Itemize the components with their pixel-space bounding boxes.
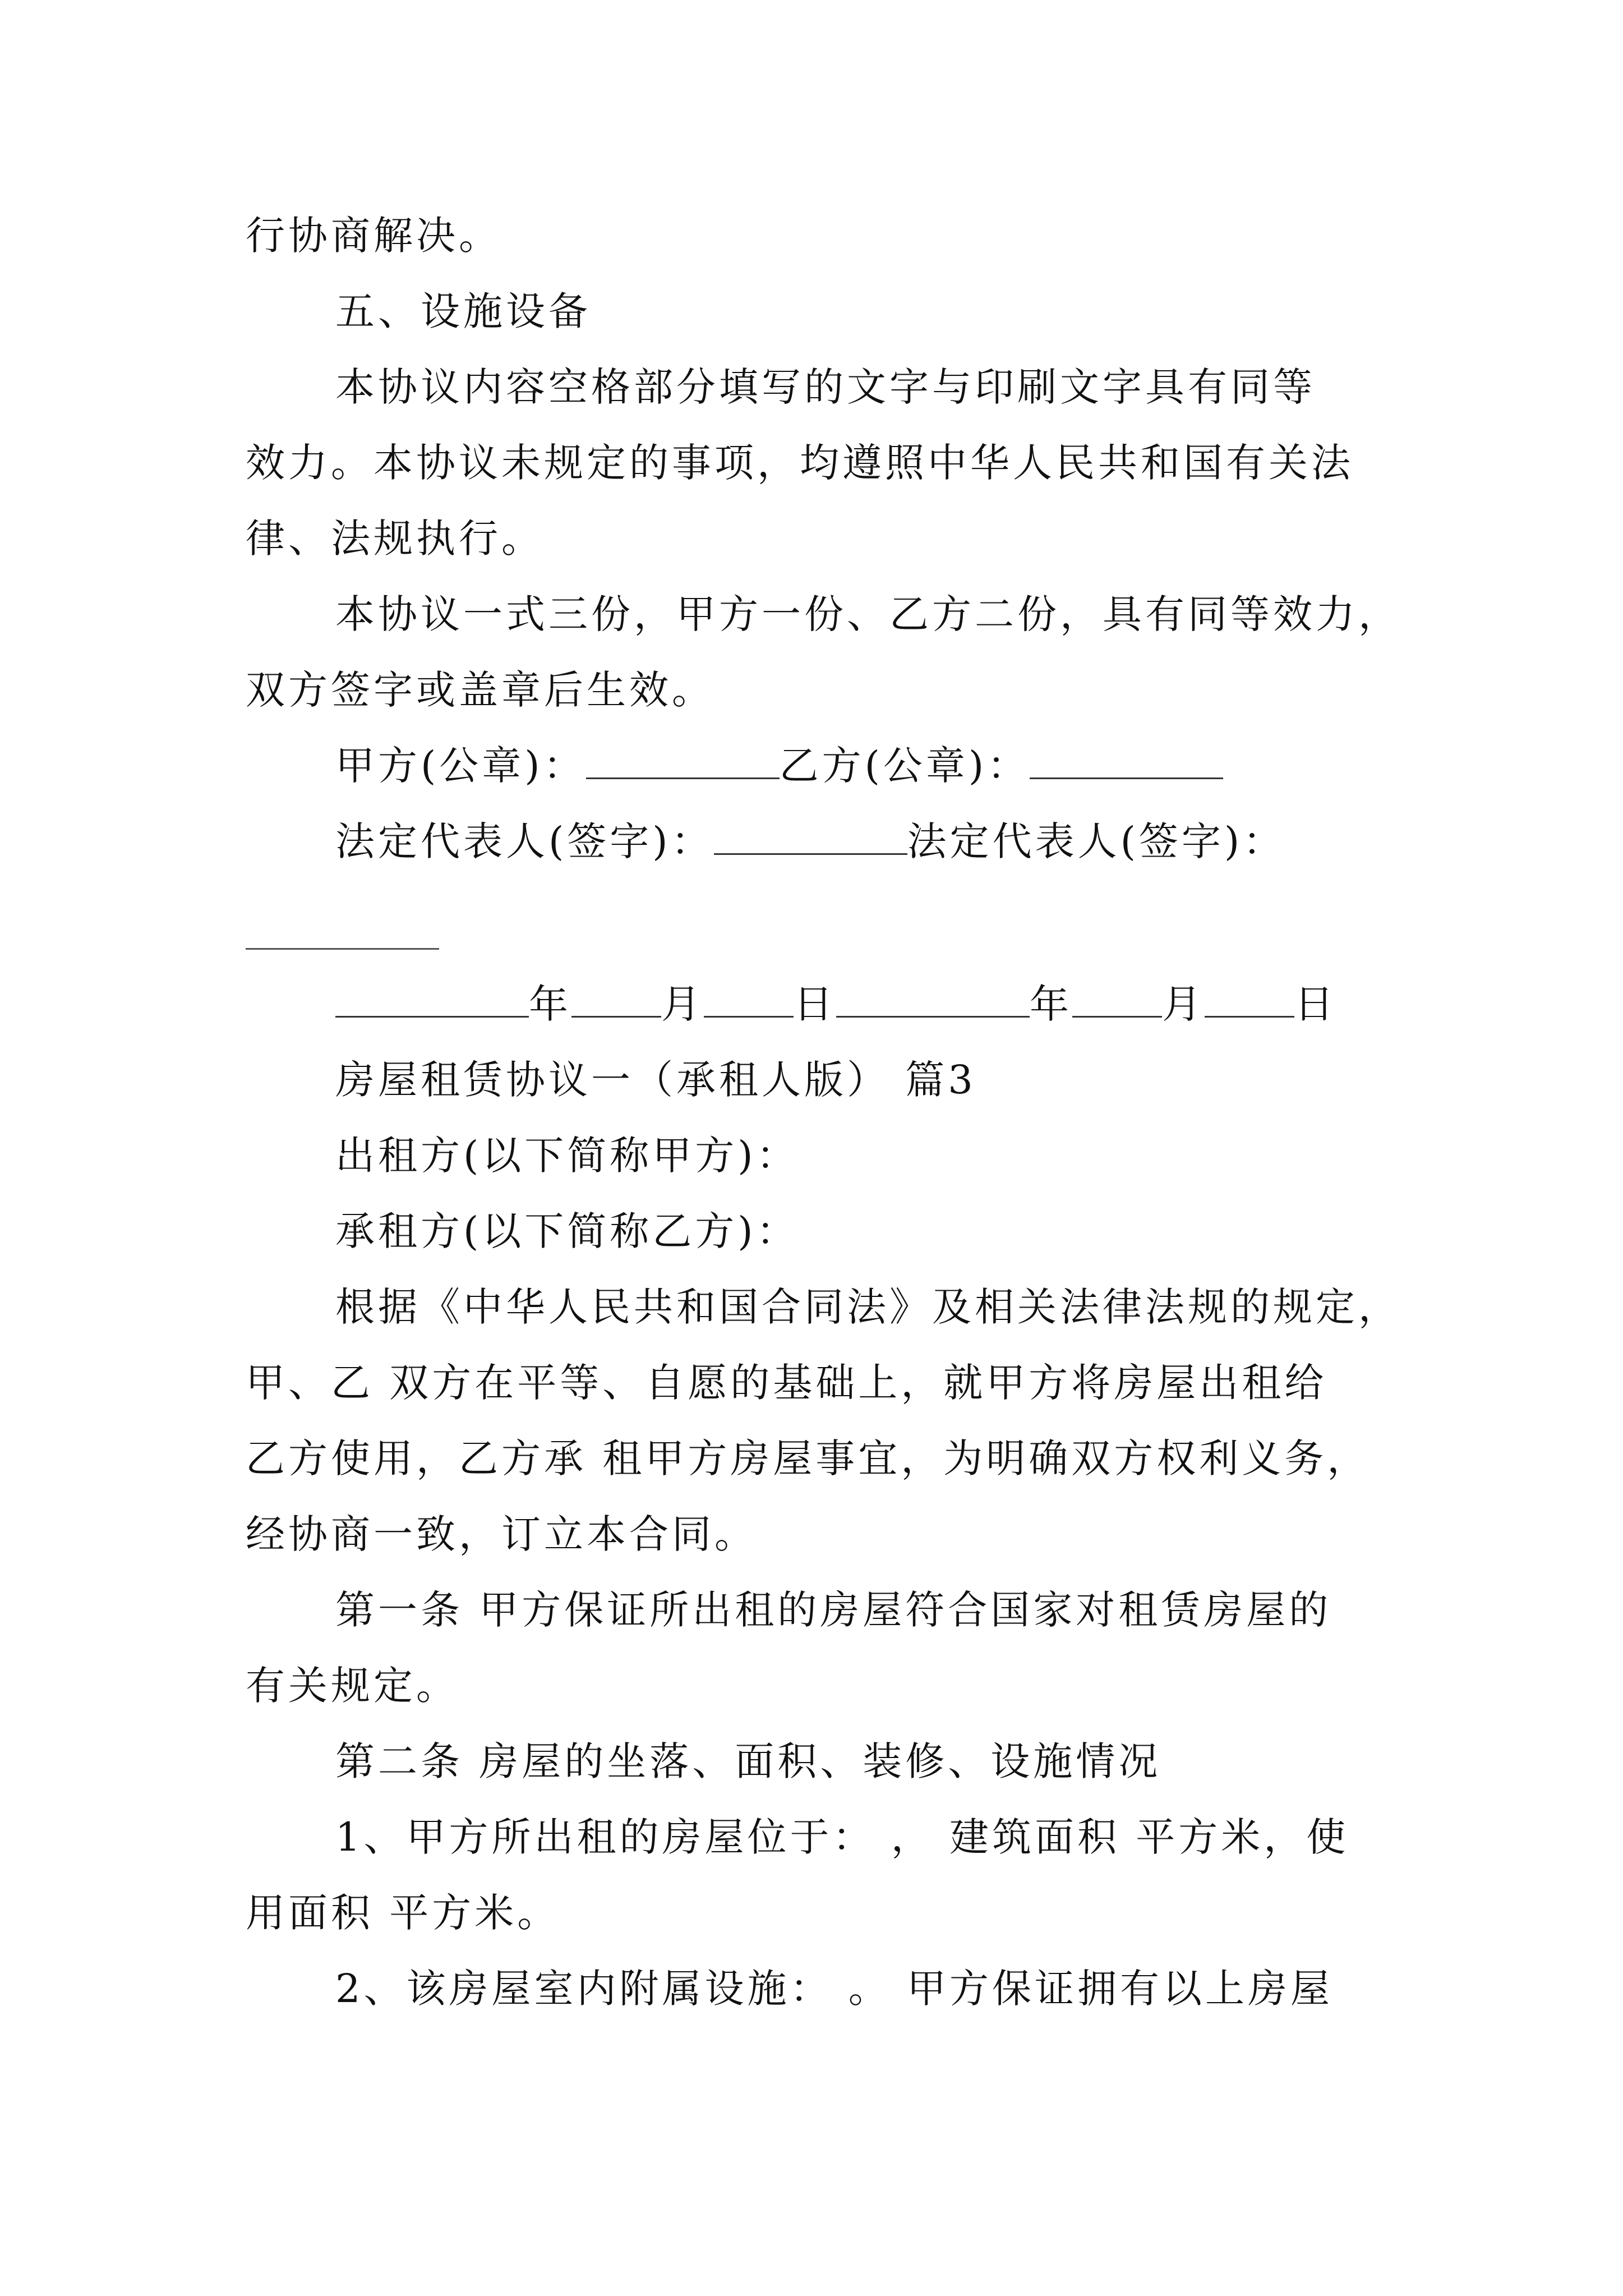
document-section-title: 房屋租赁协议一（承租人版） 篇3: [335, 1057, 976, 1103]
party-b-seal-label: 乙方(公章)：: [779, 743, 1030, 789]
date-b-year-blank: [836, 982, 1030, 1018]
paragraph-line: 双方签字或盖章后生效。: [246, 667, 714, 713]
date-b-year: 年: [1030, 981, 1072, 1027]
party-a-seal-blank: [586, 744, 780, 779]
representative-line: [335, 816, 1285, 867]
paragraph-line: 有关规定。: [246, 1663, 459, 1709]
article-line: 第二条 房屋的坐落、面积、装修、设施情况: [335, 1738, 1161, 1784]
paragraph-line: 根据《中华人民共和国合同法》及相关法律法规的规定，: [335, 1284, 1401, 1330]
paragraph-line: 效力。本协议未规定的事项，均遵照中华人民共和国有关法: [246, 440, 1354, 486]
date-a-year-blank: [335, 982, 529, 1018]
clause-line: 2、该房屋室内附属设施： 。 甲方保证拥有以上房屋: [335, 1966, 1334, 2012]
date-b-month-blank: [1072, 982, 1162, 1018]
section-heading: 五、设施设备: [335, 288, 591, 334]
party-a-rep-blank: [714, 820, 907, 855]
lessor-line: 出租方(以下简称甲方)：: [335, 1133, 799, 1179]
date-line: [335, 979, 1337, 1029]
date-a-day-blank: [704, 982, 794, 1018]
paragraph-line: 律、法规执行。: [246, 516, 544, 562]
date-b-day-blank: [1205, 982, 1294, 1018]
paragraph-line: 本协议内容空格部分填写的文字与印刷文字具有同等: [335, 364, 1316, 410]
date-a-day: 日: [794, 981, 836, 1027]
date-a-year: 年: [529, 981, 571, 1027]
clause-line: 1、甲方所出租的房屋位于： ， 建筑面积 平方米，使: [335, 1814, 1349, 1860]
party-a-seal-label: 甲方(公章)：: [335, 743, 586, 789]
date-a-month: 月: [661, 981, 704, 1027]
party-b-seal-blank: [1030, 744, 1223, 779]
party-b-rep-label: 法定代表人(签字)：: [907, 818, 1286, 864]
paragraph-line: 用面积 平方米。: [246, 1890, 560, 1936]
date-b-day: 日: [1294, 981, 1337, 1027]
party-a-rep-label: 法定代表人(签字)：: [335, 818, 714, 864]
party-b-rep-blank: [246, 948, 439, 950]
paragraph-line: 本协议一式三份，甲方一份、乙方二份，具有同等效力，: [335, 591, 1401, 637]
lessee-line: 承租方(以下简称乙方)：: [335, 1208, 799, 1254]
date-a-month-blank: [571, 982, 661, 1018]
paragraph-line: 甲、乙 双方在平等、自愿的基础上，就甲方将房屋出租给: [246, 1360, 1327, 1406]
paragraph-line: 行协商解决。: [246, 213, 501, 259]
seal-line: [335, 740, 1223, 791]
article-line: 第一条 甲方保证所出租的房屋符合国家对租赁房屋的: [335, 1587, 1332, 1633]
date-b-month: 月: [1162, 981, 1205, 1027]
paragraph-line: 经协商一致，订立本合同。: [246, 1511, 757, 1557]
paragraph-line: 乙方使用，乙方承 租甲方房屋事宜，为明确双方权利义务，: [246, 1435, 1370, 1481]
